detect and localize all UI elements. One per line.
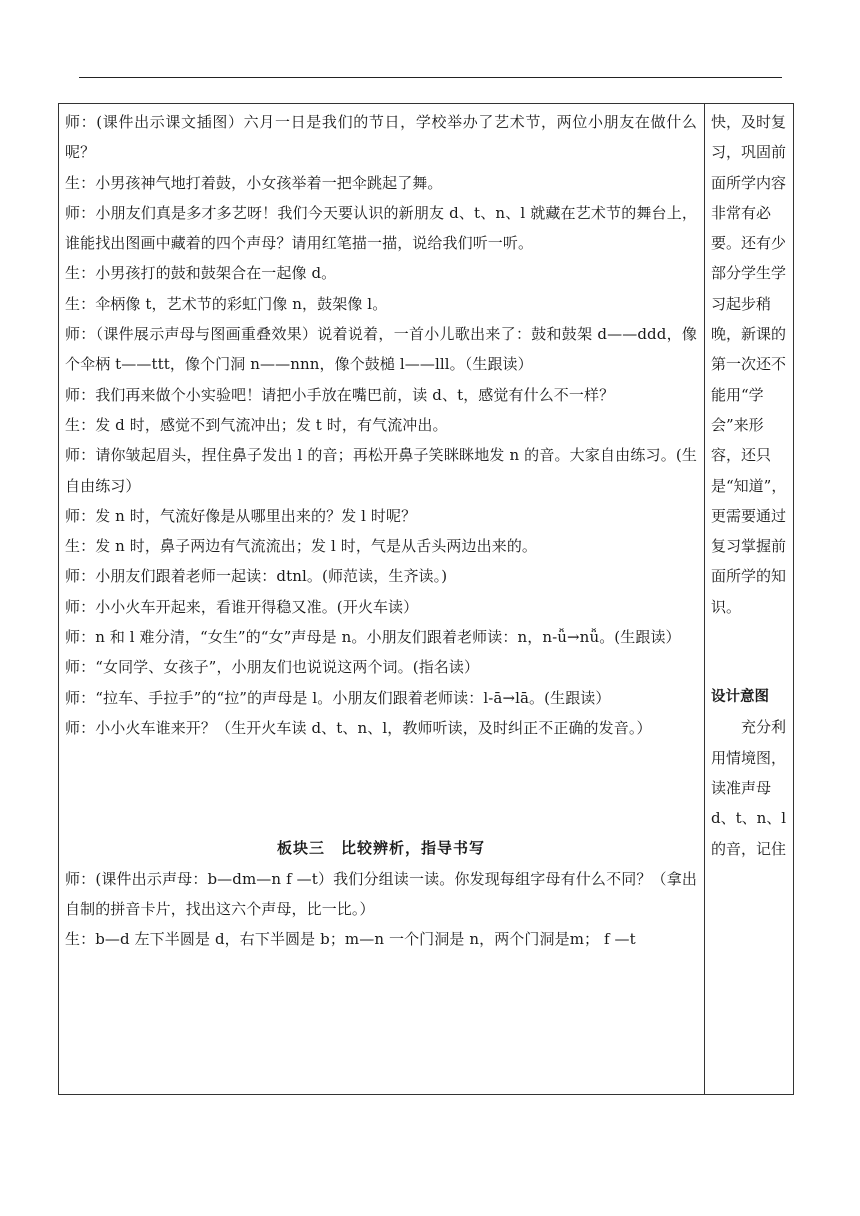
column-divider — [704, 104, 705, 1094]
design-intent-text: 充分利用情境图，读准声母 d、t、n、l 的音，记住 — [711, 718, 787, 858]
paragraph: 师：小朋友们真是多才多艺呀！我们今天要认识的新朋友 d、t、n、l 就藏在艺术节的舞台上，谁能找出图画中藏着的四个声母？请用红笔描一描，说给我们听一听。 — [65, 203, 697, 253]
design-intent-title: 设计意图 — [711, 689, 769, 706]
paragraph: 师：（课件展示声母与图画重叠效果）说着说着，一首小儿歌出来了：鼓和鼓架 d——ddd，像个伞柄 t——ttt，像个门洞 n——nnn，像个鼓槌 l——lll。（生跟读） — [65, 325, 697, 374]
paragraph: 生：小男孩打的鼓和鼓架合在一起像 d。 — [65, 264, 337, 283]
paragraph: 生：发 d 时，感觉不到气流冲出；发 t 时，有气流冲出。 — [65, 415, 448, 434]
paragraph: 生：发 n 时，鼻子两边有气流流出；发 l 时，气是从舌头两边出来的。 — [65, 537, 538, 556]
paragraph: 师：小朋友们跟着老师一起读：dtnl。(师范读，生齐读。) — [65, 567, 448, 586]
section-title: 板块三 比较辨析，指导书写 — [276, 839, 485, 858]
paragraph: 师：(课件出示声母：b—dm—n f —t）我们分组读一读。你发现每组字母有什么不同？（拿出自制的拼音卡片，找出这六个声母，比一比。） — [65, 869, 697, 918]
paragraph: 师：请你皱起眉头，捏住鼻子发出 l 的音；再松开鼻子笑眯眯地发 n 的音。大家自由练习。(生自由练习） — [65, 446, 697, 495]
paragraph: 师：小小火车开起来，看谁开得稳又准。(开火车读） — [65, 597, 419, 616]
paragraph: 生：小男孩神气地打着鼓，小女孩举着一把伞跳起了舞。 — [65, 173, 443, 192]
commentary-column — [711, 107, 789, 864]
paragraph: 师：“女同学、女孩子”，小朋友们也说说这两个词。(指名读） — [65, 658, 480, 677]
paragraph: 师：n 和 l 难分清，“女生”的“女”声母是 n。小朋友们跟着老师读：n，n-ǚ→nǚ。(生跟读） — [65, 628, 681, 647]
paragraph: 师：小小火车谁来开？（生开火车读 d、t、n、l，教师听读，及时纠正不正确的发音。） — [65, 718, 652, 737]
commentary-text: 快，及时复习，巩固前面所学内容非常有必要。还有少部分学生学习起步稍晚，新课的第一次还不能用“学会”来形容，还只是“知道”，更需要通过复习掌握前面所学的知识。 — [711, 113, 787, 616]
spacer — [711, 622, 789, 682]
header-rule — [79, 77, 782, 78]
teaching-process-column — [65, 107, 697, 954]
spacer — [65, 743, 697, 833]
paragraph: 生：b—d 左下半圆是 d，右下半圆是 b；m—n 一个门洞是 n，两个门洞是m； f —t — [65, 930, 636, 949]
paragraph: 师：“拉车、手拉手”的“拉”的声母是 l。小朋友们跟着老师读：l-ā→lā。(生跟读） — [65, 688, 611, 707]
paragraph: 师：我们再来做个小实验吧！请把小手放在嘴巴前，读 d、t，感觉有什么不一样？ — [65, 385, 615, 404]
paragraph: 师：(课件出示课文插图）六月一日是我们的节日，学校举办了艺术节，两位小朋友在做什么呢？ — [65, 113, 697, 162]
paragraph: 师：发 n 时，气流好像是从哪里出来的？发 l 时呢？ — [65, 506, 417, 525]
paragraph: 生：伞柄像 t，艺术节的彩虹门像 n，鼓架像 l。 — [65, 294, 388, 313]
lesson-plan-table — [58, 103, 794, 1095]
